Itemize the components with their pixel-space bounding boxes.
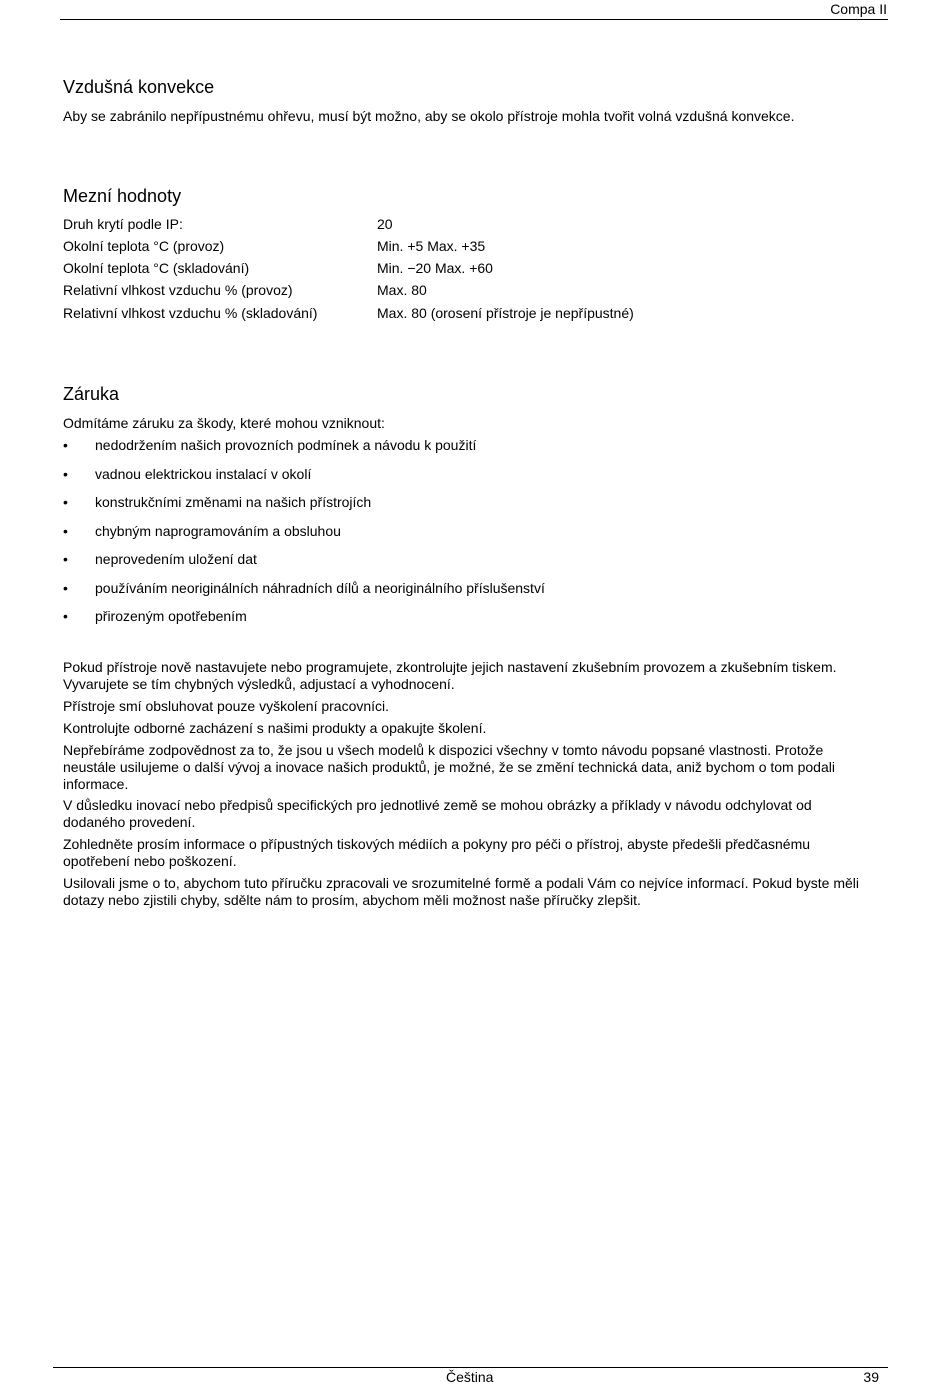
convection-title: Vzdušná konvekce (63, 77, 215, 97)
limits-row-label: Relativní vlhkost vzduchu % (skladování) (63, 305, 318, 321)
warranty-note: Kontrolujte odborné zacházení s našimi produkty a opakujte školení. (63, 720, 487, 736)
header-product-name: Compa II (830, 1, 887, 17)
list-item (63, 435, 763, 455)
warranty-intro: Odmítáme záruku za škody, které mohou vzniknout: (63, 415, 385, 431)
warranty-note: Usilovali jsme o to, abychom tuto příručku zpracovali ve srozumitelné formě a podali Vám co nejvíce informací. Pokud byste měli dotazy nebo zjistili chyby, sdělte nám to prosím, abychom měli možnost naše příručky zlepšit. (63, 875, 860, 908)
bullet-icon: • (63, 551, 68, 567)
limits-row (63, 258, 763, 278)
warranty-note: Přístroje smí obsluhovat pouze vyškolení pracovníci. (63, 698, 390, 714)
list-item-text: nedodržením našich provozních podmínek a návodu k použití (95, 437, 477, 453)
bullet-icon: • (63, 580, 68, 596)
list-item-text: vadnou elektrickou instalací v okolí (95, 466, 312, 482)
limits-row-value: Min. +5 Max. +35 (377, 238, 486, 254)
limits-row (63, 236, 763, 256)
list-item (63, 521, 763, 541)
list-item-text: konstrukčními změnami na našich přístrojích (95, 494, 372, 510)
bullet-icon: • (63, 466, 68, 482)
list-item-text: chybným naprogramováním a obsluhou (95, 523, 341, 539)
list-item-text: používáním neoriginálních náhradních dílů a neoriginálního příslušenství (95, 580, 545, 596)
warranty-title: Záruka (63, 384, 120, 404)
page-number: 39 (863, 1369, 879, 1385)
limits-row (63, 214, 763, 234)
limits-row-label: Relativní vlhkost vzduchu % (provoz) (63, 282, 293, 298)
list-item (63, 549, 763, 569)
convection-text: Aby se zabránilo nepřípustnému ohřevu, musí být možno, aby se okolo přístroje mohla tvořit volná vzdušná konvekce. (63, 108, 795, 124)
warranty-note: Nepřebíráme zodpovědnost za to, že jsou u všech modelů k dispozici všechny v tomto návodu popsané vlastnosti. Protože neustále usilujeme o další vývoj a inovace našich produktů, je možné, že se změní technická data, aniž bychom o tom podali informace. (63, 742, 835, 792)
footer-divider (53, 1367, 888, 1368)
limits-row-label: Okolní teplota °C (provoz) (63, 238, 225, 254)
limits-row-value: Max. 80 (orosení přístroje je nepřípustné) (377, 305, 634, 321)
warranty-note: Pokud přístroje nově nastavujete nebo programujete, zkontrolujte jejich nastavení zkušebním provozem a zkušebním tiskem. Vyvarujete se tím chybných výsledků, adjustací a vyhodnocení. (63, 659, 837, 692)
limits-row-label: Druh krytí podle IP: (63, 216, 183, 232)
limits-row-value: 20 (377, 216, 393, 232)
limits-row-value: Min. −20 Max. +60 (377, 260, 493, 276)
warranty-note: Zohledněte prosím informace o přípustných tiskových médiích a pokyny pro péči o přístroj, abyste předešli předčasnému opotřebení nebo poškození. (63, 836, 811, 869)
limits-title: Mezní hodnoty (63, 186, 182, 206)
list-item-text: neprovedením uložení dat (95, 551, 257, 567)
header-divider (60, 19, 888, 20)
warranty-note: V důsledku inovací nebo předpisů specifických pro jednotlivé země se mohou obrázky a příklady v návodu odchylovat od dodaného provedení. (63, 797, 812, 830)
list-item (63, 578, 763, 598)
bullet-icon: • (63, 494, 68, 510)
limits-row-value: Max. 80 (377, 282, 427, 298)
list-item (63, 492, 763, 512)
limits-row (63, 280, 763, 300)
list-item (63, 606, 763, 626)
list-item-text: přirozeným opotřebením (95, 608, 247, 624)
bullet-icon: • (63, 437, 68, 453)
bullet-icon: • (63, 608, 68, 624)
limits-row (63, 303, 763, 323)
list-item (63, 464, 763, 484)
footer-language: Čeština (446, 1369, 494, 1385)
limits-row-label: Okolní teplota °C (skladování) (63, 260, 250, 276)
bullet-icon: • (63, 523, 68, 539)
